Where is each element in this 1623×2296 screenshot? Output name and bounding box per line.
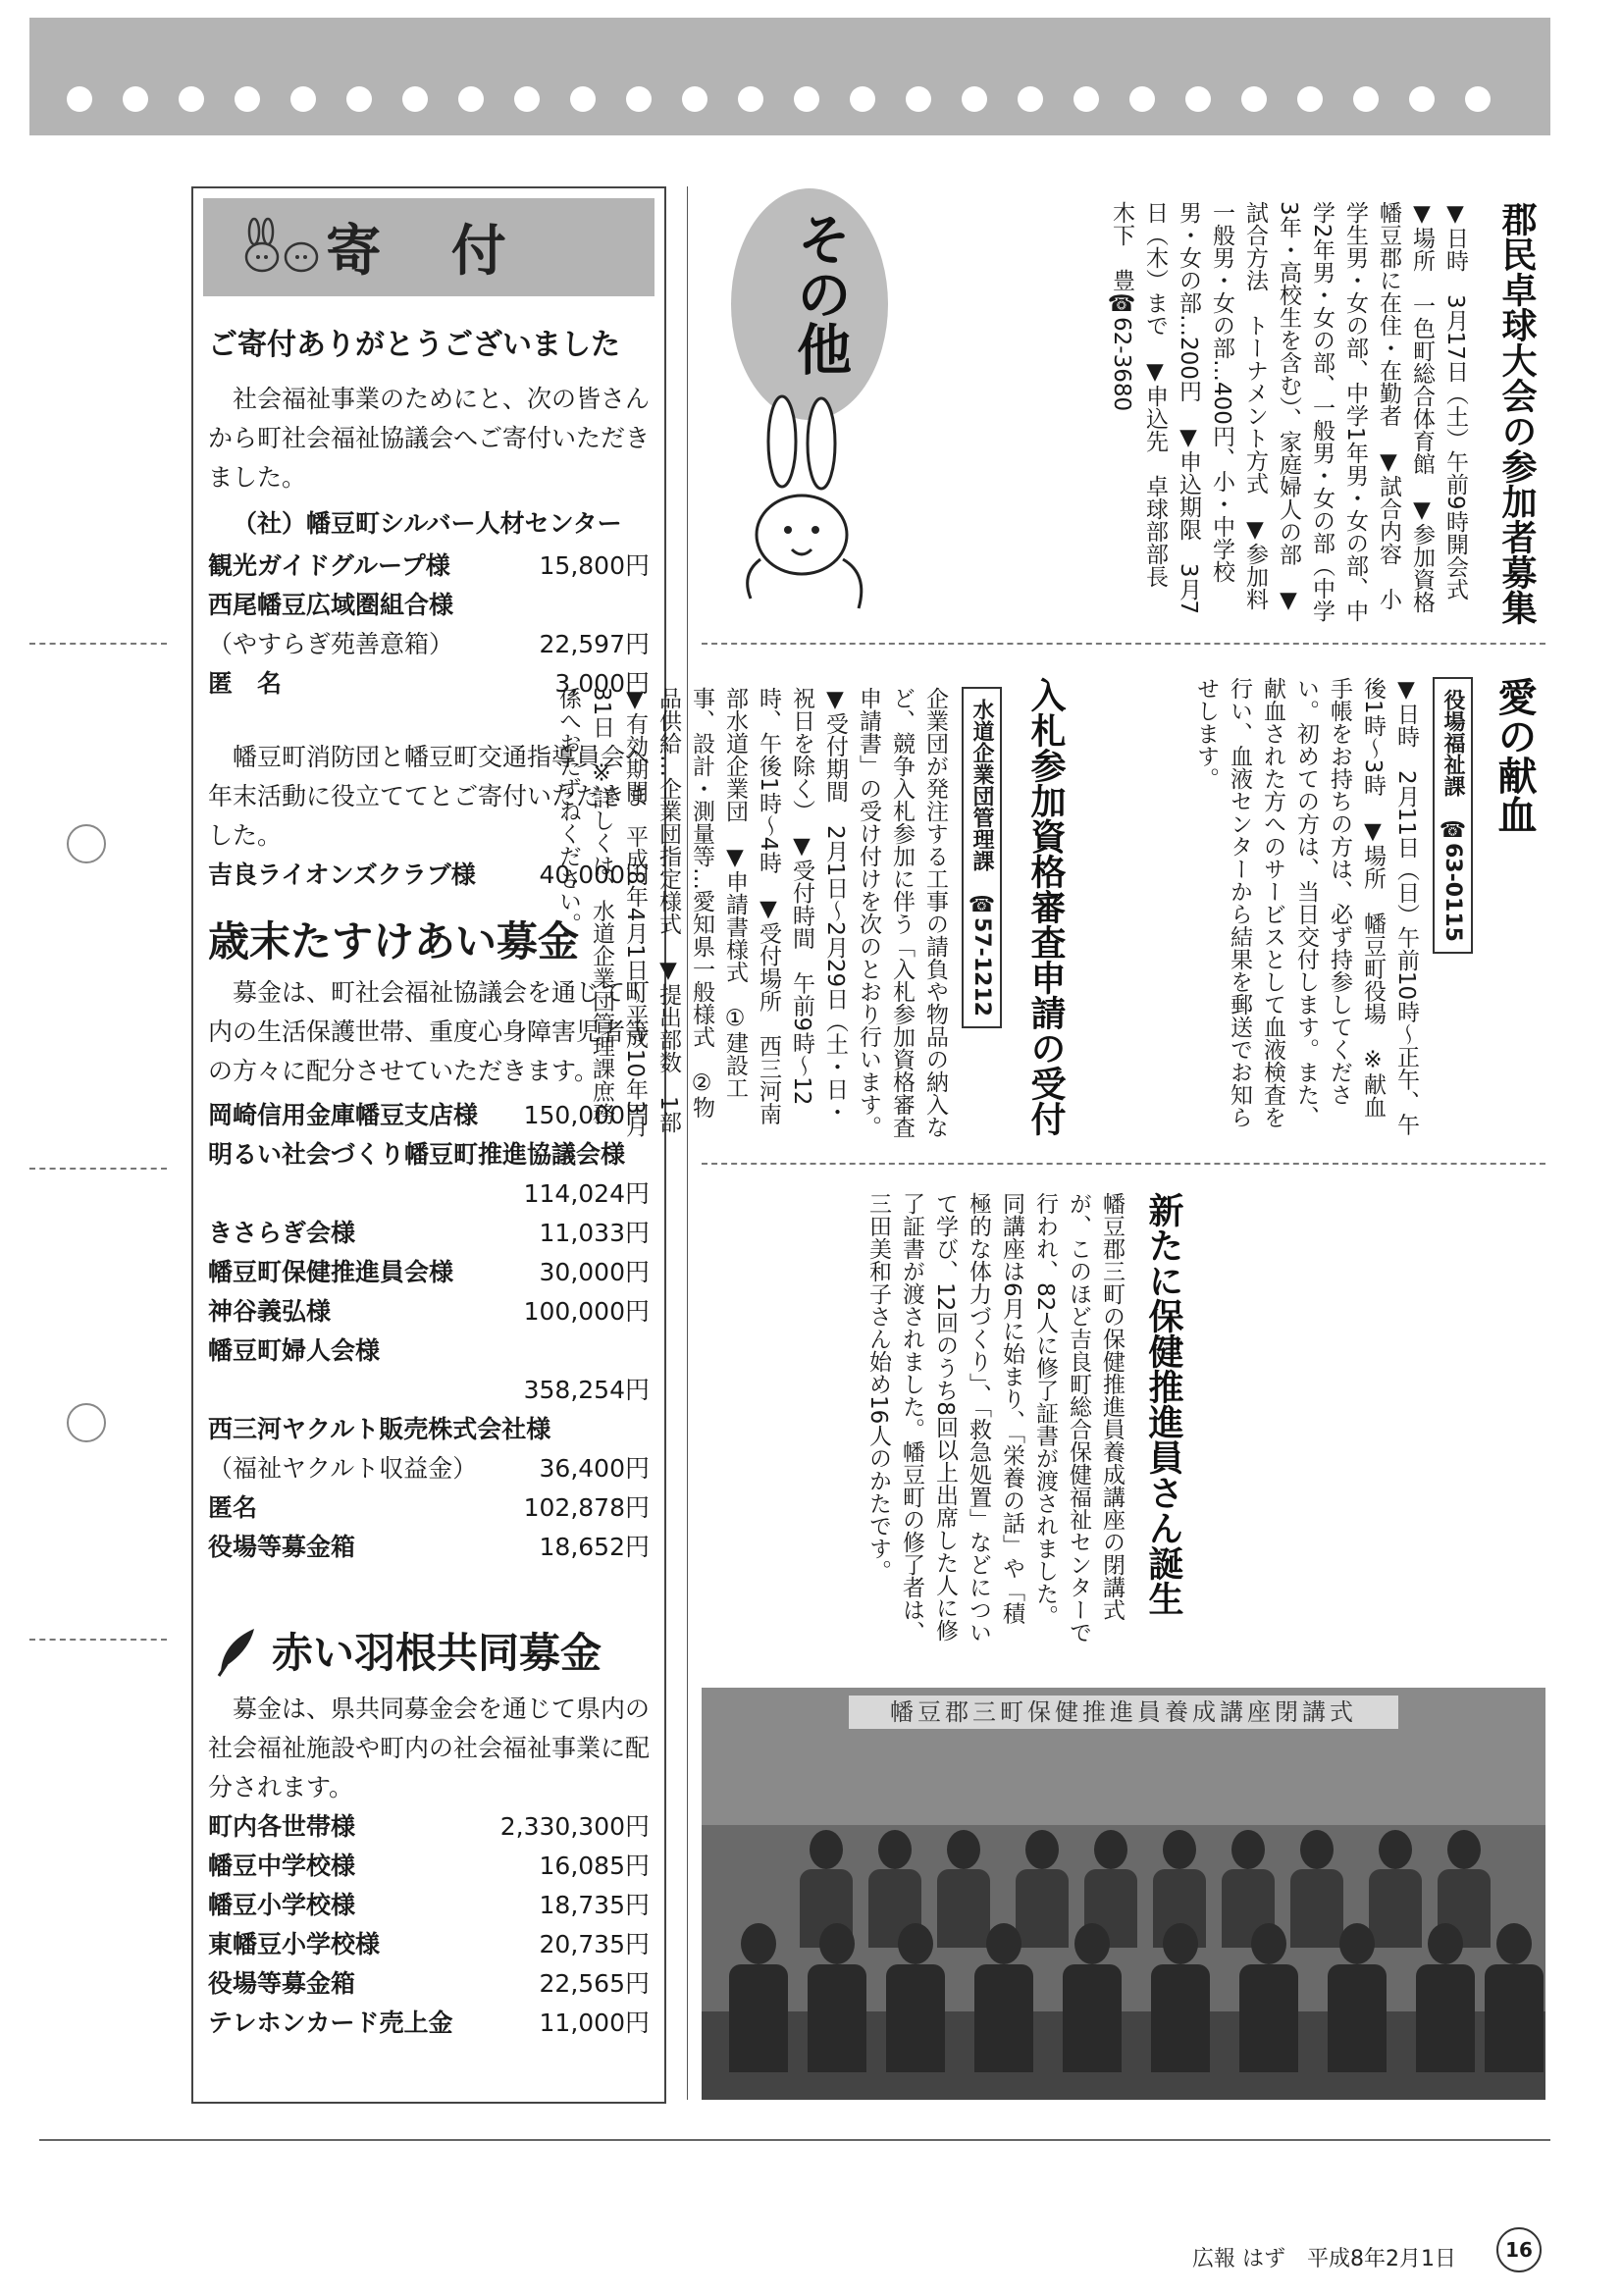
donor-amount: 11,033円	[539, 1219, 650, 1247]
person-head	[1300, 1830, 1334, 1869]
donor-row	[208, 1096, 650, 1135]
donor-name: 幡豆中学校様	[208, 1852, 356, 1880]
binder-dot	[1073, 86, 1099, 112]
person-body	[1416, 1964, 1475, 2072]
donor-name: 神谷義弘様	[208, 1297, 332, 1326]
donor-row	[208, 1331, 650, 1371]
binder-dot	[1129, 86, 1155, 112]
section-divider	[702, 643, 1545, 645]
margin-dash	[29, 643, 167, 645]
margin-dash	[29, 1168, 167, 1170]
binder-dot	[850, 86, 875, 112]
donor-name: 幡豆小学校様	[208, 1891, 356, 1919]
binder-dot	[906, 86, 931, 112]
person-head	[810, 1830, 843, 1869]
donor-row	[208, 1292, 650, 1331]
donation-intro: 社会福祉事業のためにと、次の皆さんから町社会福祉協議会へご寄付いただきました。	[208, 385, 651, 492]
person-body	[1063, 1964, 1122, 2072]
donor-amount: 20,735円	[539, 1930, 650, 1958]
person-head	[819, 1923, 855, 1964]
donor-name: （福祉ヤクルト収益金）	[208, 1454, 478, 1483]
group-photo	[702, 1688, 1545, 2100]
donor-row	[208, 2004, 650, 2043]
binder-dot	[1185, 86, 1211, 112]
donor-row	[208, 1886, 650, 1925]
column-divider	[687, 186, 688, 2100]
donor-row	[208, 1214, 650, 1253]
donation-title-box	[203, 198, 654, 296]
donor-amount: 18,652円	[539, 1533, 650, 1561]
donor-name: 東幡豆小学校様	[208, 1930, 381, 1958]
person-body	[937, 1869, 990, 1948]
binder-dot	[458, 86, 484, 112]
feather-icon	[213, 1623, 262, 1677]
person-body	[1328, 1964, 1387, 2072]
top-binder-band	[29, 18, 1550, 135]
person-body	[729, 1964, 788, 2072]
donor-name: テレホンカード売上金	[208, 2009, 453, 2037]
binder-dot	[1297, 86, 1323, 112]
donor-amount: 358,254円	[523, 1376, 650, 1404]
donor-amount: 22,565円	[539, 1969, 650, 1998]
donor-name: 観光ガイドグループ様	[208, 551, 450, 580]
donor-name: 役場等募金箱	[208, 1533, 356, 1561]
person-head	[898, 1923, 933, 1964]
donor-row	[208, 1964, 650, 2004]
donor-amount: 114,024円	[523, 1179, 650, 1208]
donor-amount: 22,597円	[539, 630, 650, 658]
redfeather-title: 赤い羽根共同募金	[272, 1629, 602, 1677]
donor-row	[208, 1528, 650, 1567]
health-body: 幡豆郡三町の保健推進員養成講座の閉講式が、このほど吉良町総合保健福祉センターで行われ、82人に修了証書が渡されました。 同講座は6月に始まり、「栄養の話」や「積極的な体力づくり」、「救急処置」などについて学び、12回のうち8回以上出席した人に修了証書が渡されました。幡豆町の修了者は、三田美和子さん始め16人のかたです。	[865, 1192, 1125, 1644]
person-body	[974, 1964, 1033, 2072]
binder-dot	[514, 86, 540, 112]
person-head	[741, 1923, 776, 1964]
donor-row	[208, 1847, 650, 1886]
person-head	[1339, 1923, 1375, 1964]
person-head	[947, 1830, 980, 1869]
donor-amount: 36,400円	[539, 1454, 650, 1483]
person-body	[1485, 1964, 1544, 2072]
binder-dot	[123, 86, 148, 112]
binder-dot	[67, 86, 92, 112]
donor-name: 岡崎信用金庫幡豆支店様	[208, 1101, 479, 1129]
donor-amount: 11,000円	[539, 2009, 650, 2037]
donor-row	[208, 1449, 650, 1488]
binder-dot	[626, 86, 652, 112]
section-divider	[702, 1163, 1545, 1165]
person-head	[1163, 1923, 1198, 1964]
blood-dept: 役場福祉課 ☎63-0115	[1433, 677, 1473, 954]
binder-dot	[794, 86, 819, 112]
donor-row	[208, 1410, 650, 1449]
person-head	[1231, 1830, 1265, 1869]
person-head	[1163, 1830, 1196, 1869]
health-title: 新たに保健推進員さん誕生	[1143, 1192, 1183, 1616]
donor-name: 匿名	[208, 1493, 258, 1522]
person-head	[1025, 1830, 1059, 1869]
person-head	[1428, 1923, 1463, 1964]
person-head	[878, 1830, 912, 1869]
donor-row	[208, 1135, 650, 1174]
donor-amount: 16,085円	[539, 1852, 650, 1880]
bid-dept: 水道企業団管理課 ☎57-1212	[962, 687, 1002, 1028]
donor-row	[208, 1253, 650, 1292]
binder-dot	[235, 86, 260, 112]
donor-amount: 15,800円	[539, 551, 650, 580]
donor-name: 西尾幡豆広域圏組合様	[208, 591, 454, 619]
binder-dot	[1465, 86, 1491, 112]
margin-dash	[29, 1639, 167, 1641]
binder-dot	[346, 86, 372, 112]
binder-dot	[179, 86, 204, 112]
bid-title: 入札参加資格審査申請の受付	[1025, 677, 1066, 1136]
donor-name: 町内各世帯様	[208, 1812, 356, 1841]
page-number: 16	[1496, 2227, 1542, 2272]
person-head	[1074, 1923, 1110, 1964]
punch-hole	[67, 1403, 106, 1442]
donor-amount: 2,330,300円	[499, 1812, 650, 1841]
donor-amount: 100,000円	[523, 1297, 650, 1326]
person-head	[1496, 1923, 1532, 1964]
donor-name: 役場等募金箱	[208, 1969, 356, 1998]
binder-dot	[402, 86, 428, 112]
donor-row	[208, 1925, 650, 1964]
binder-dot	[738, 86, 763, 112]
bid-body: 企業団が発注する工事の請負や物品の納入など、競争入札参加に伴う「入札参加資格審査申請書」の受け付けを次のとおり行います。 ▼受付期間 2月1日～2月29日（土・日・祝日を除く） ▼受付時間 午前9時～12時、午後1時～4時 ▼受付場所 西三河南部水道企業団 ▼申請書様式 ①建設工事、設計・測量等…愛知県一般様式 ②物品供給…企業団指定様式 ▼提出部数 1部 ▼有効期間 平成8年4月1日～平成10年3月31日 ※詳しくは、水道企業団管理課庶務係へおたずねください。	[555, 687, 948, 1156]
redfeather-intro: 募金は、県共同募金会を通じて県内の社会福祉施設や町内の社会福祉事業に配分されます。	[208, 1695, 651, 1801]
binder-dot	[1018, 86, 1043, 112]
person-head	[1447, 1830, 1481, 1869]
binder-dot	[962, 86, 987, 112]
person-body	[1016, 1869, 1069, 1948]
donor-row	[208, 586, 650, 625]
binder-dot	[290, 86, 316, 112]
donor-amount: 102,878円	[523, 1493, 650, 1522]
donor-name: 吉良ライオンズクラブ様	[208, 861, 476, 889]
binder-dot	[682, 86, 707, 112]
donation-column	[191, 186, 666, 2104]
other-section-label: その他	[788, 211, 852, 376]
donor-amount: 18,735円	[539, 1891, 650, 1919]
binder-dot	[1409, 86, 1435, 112]
donor-name: （やすらぎ苑善意箱）	[208, 630, 454, 658]
person-body	[1151, 1964, 1210, 2072]
binder-dot	[1353, 86, 1379, 112]
person-body	[886, 1964, 945, 2072]
person-body	[1369, 1869, 1422, 1948]
person-head	[986, 1923, 1021, 1964]
donor-row	[208, 1371, 650, 1410]
donor-name: 幡豆町婦人会様	[208, 1336, 381, 1365]
donor-name: 匿 名	[208, 669, 283, 698]
person-body	[1239, 1964, 1298, 2072]
tabletennis-title: 郡民卓球大会の参加者募集	[1496, 201, 1537, 625]
person-body	[1290, 1869, 1343, 1948]
tabletennis-body: ▼日時 3月17日（土）午前9時開会式 ▼場所 一色町総合体育館 ▼参加資格 幡豆郡に在住・在勤者 ▼試合内容 小学生男・女の部、中学1年男・女の部、中学2年男・女の部、一般男・女の部（中学3年・高校生を含む）、家庭婦人の部 ▼試合方法 トーナメント方式 ▼参加料 一般男・女の部…400円、小・中学校男・女の部…200円 ▼申込期限 3月7日（木）まで ▼申込先 卓球部部長 木下 豊☎62-3680	[1109, 201, 1468, 636]
donor-amount: 150,000円	[523, 1101, 650, 1129]
person-head	[1094, 1830, 1127, 1869]
footer-publication: 広報 はず 平成8年2月1日	[1192, 2247, 1456, 2271]
donation-para2: 幡豆町消防団と幡豆町交通指導員会へ年末活動に役立ててとご寄付いただきました。	[208, 743, 651, 850]
donation-title: 寄 付	[326, 220, 532, 284]
donor-row	[208, 1807, 650, 1847]
donor-name: 幡豆町保健推進員会様	[208, 1258, 454, 1286]
yearend-title: 歳末たすけあい募金	[208, 917, 580, 965]
person-body	[808, 1964, 866, 2072]
donor-name: 西三河ヤクルト販売株式会社様	[208, 1415, 551, 1443]
donation-thanks: ご寄付ありがとうございました	[208, 328, 620, 362]
binder-dot	[570, 86, 596, 112]
donor-name: 明るい社会づくり幡豆町推進協議会様	[208, 1140, 626, 1169]
donor-amount: 30,000円	[539, 1258, 650, 1286]
donor-row	[208, 625, 650, 664]
donor-row	[208, 547, 650, 586]
donor-amount: 40,000円	[539, 861, 650, 889]
photo-banner: 幡豆郡三町保健推進員養成講座閉講式	[849, 1696, 1398, 1729]
donor-name: きさらぎ会様	[208, 1219, 356, 1247]
donor-amount: 3,000円	[554, 669, 650, 698]
person-head	[1379, 1830, 1412, 1869]
rabbit-mascot-icon	[233, 218, 331, 277]
yearend-intro: 募金は、町社会福祉協議会を通じて町内の生活保護世帯、重度心身障害児者等の方々に配分させていただきます。	[208, 978, 651, 1085]
blood-title: 愛の献血	[1492, 677, 1537, 834]
binder-dot	[1241, 86, 1267, 112]
punch-hole	[67, 824, 106, 863]
blood-body: ▼日時 2月11日（日）午前10時～正午、午後1時～3時 ▼場所 幡豆町役場 ※献血手帳をお持ちの方は、必ず持参してください。初めての方は、当日交付します。また、献血された方へのサービスとして血液検査を行い、血液センターから結果を郵送でお知らせします。	[1193, 677, 1419, 1136]
person-head	[1251, 1923, 1286, 1964]
donation-org: （社）幡豆町シルバー人材センター	[233, 509, 622, 538]
donor-row	[208, 1488, 650, 1528]
footer-rule	[39, 2139, 1550, 2141]
donor-row	[208, 1174, 650, 1214]
